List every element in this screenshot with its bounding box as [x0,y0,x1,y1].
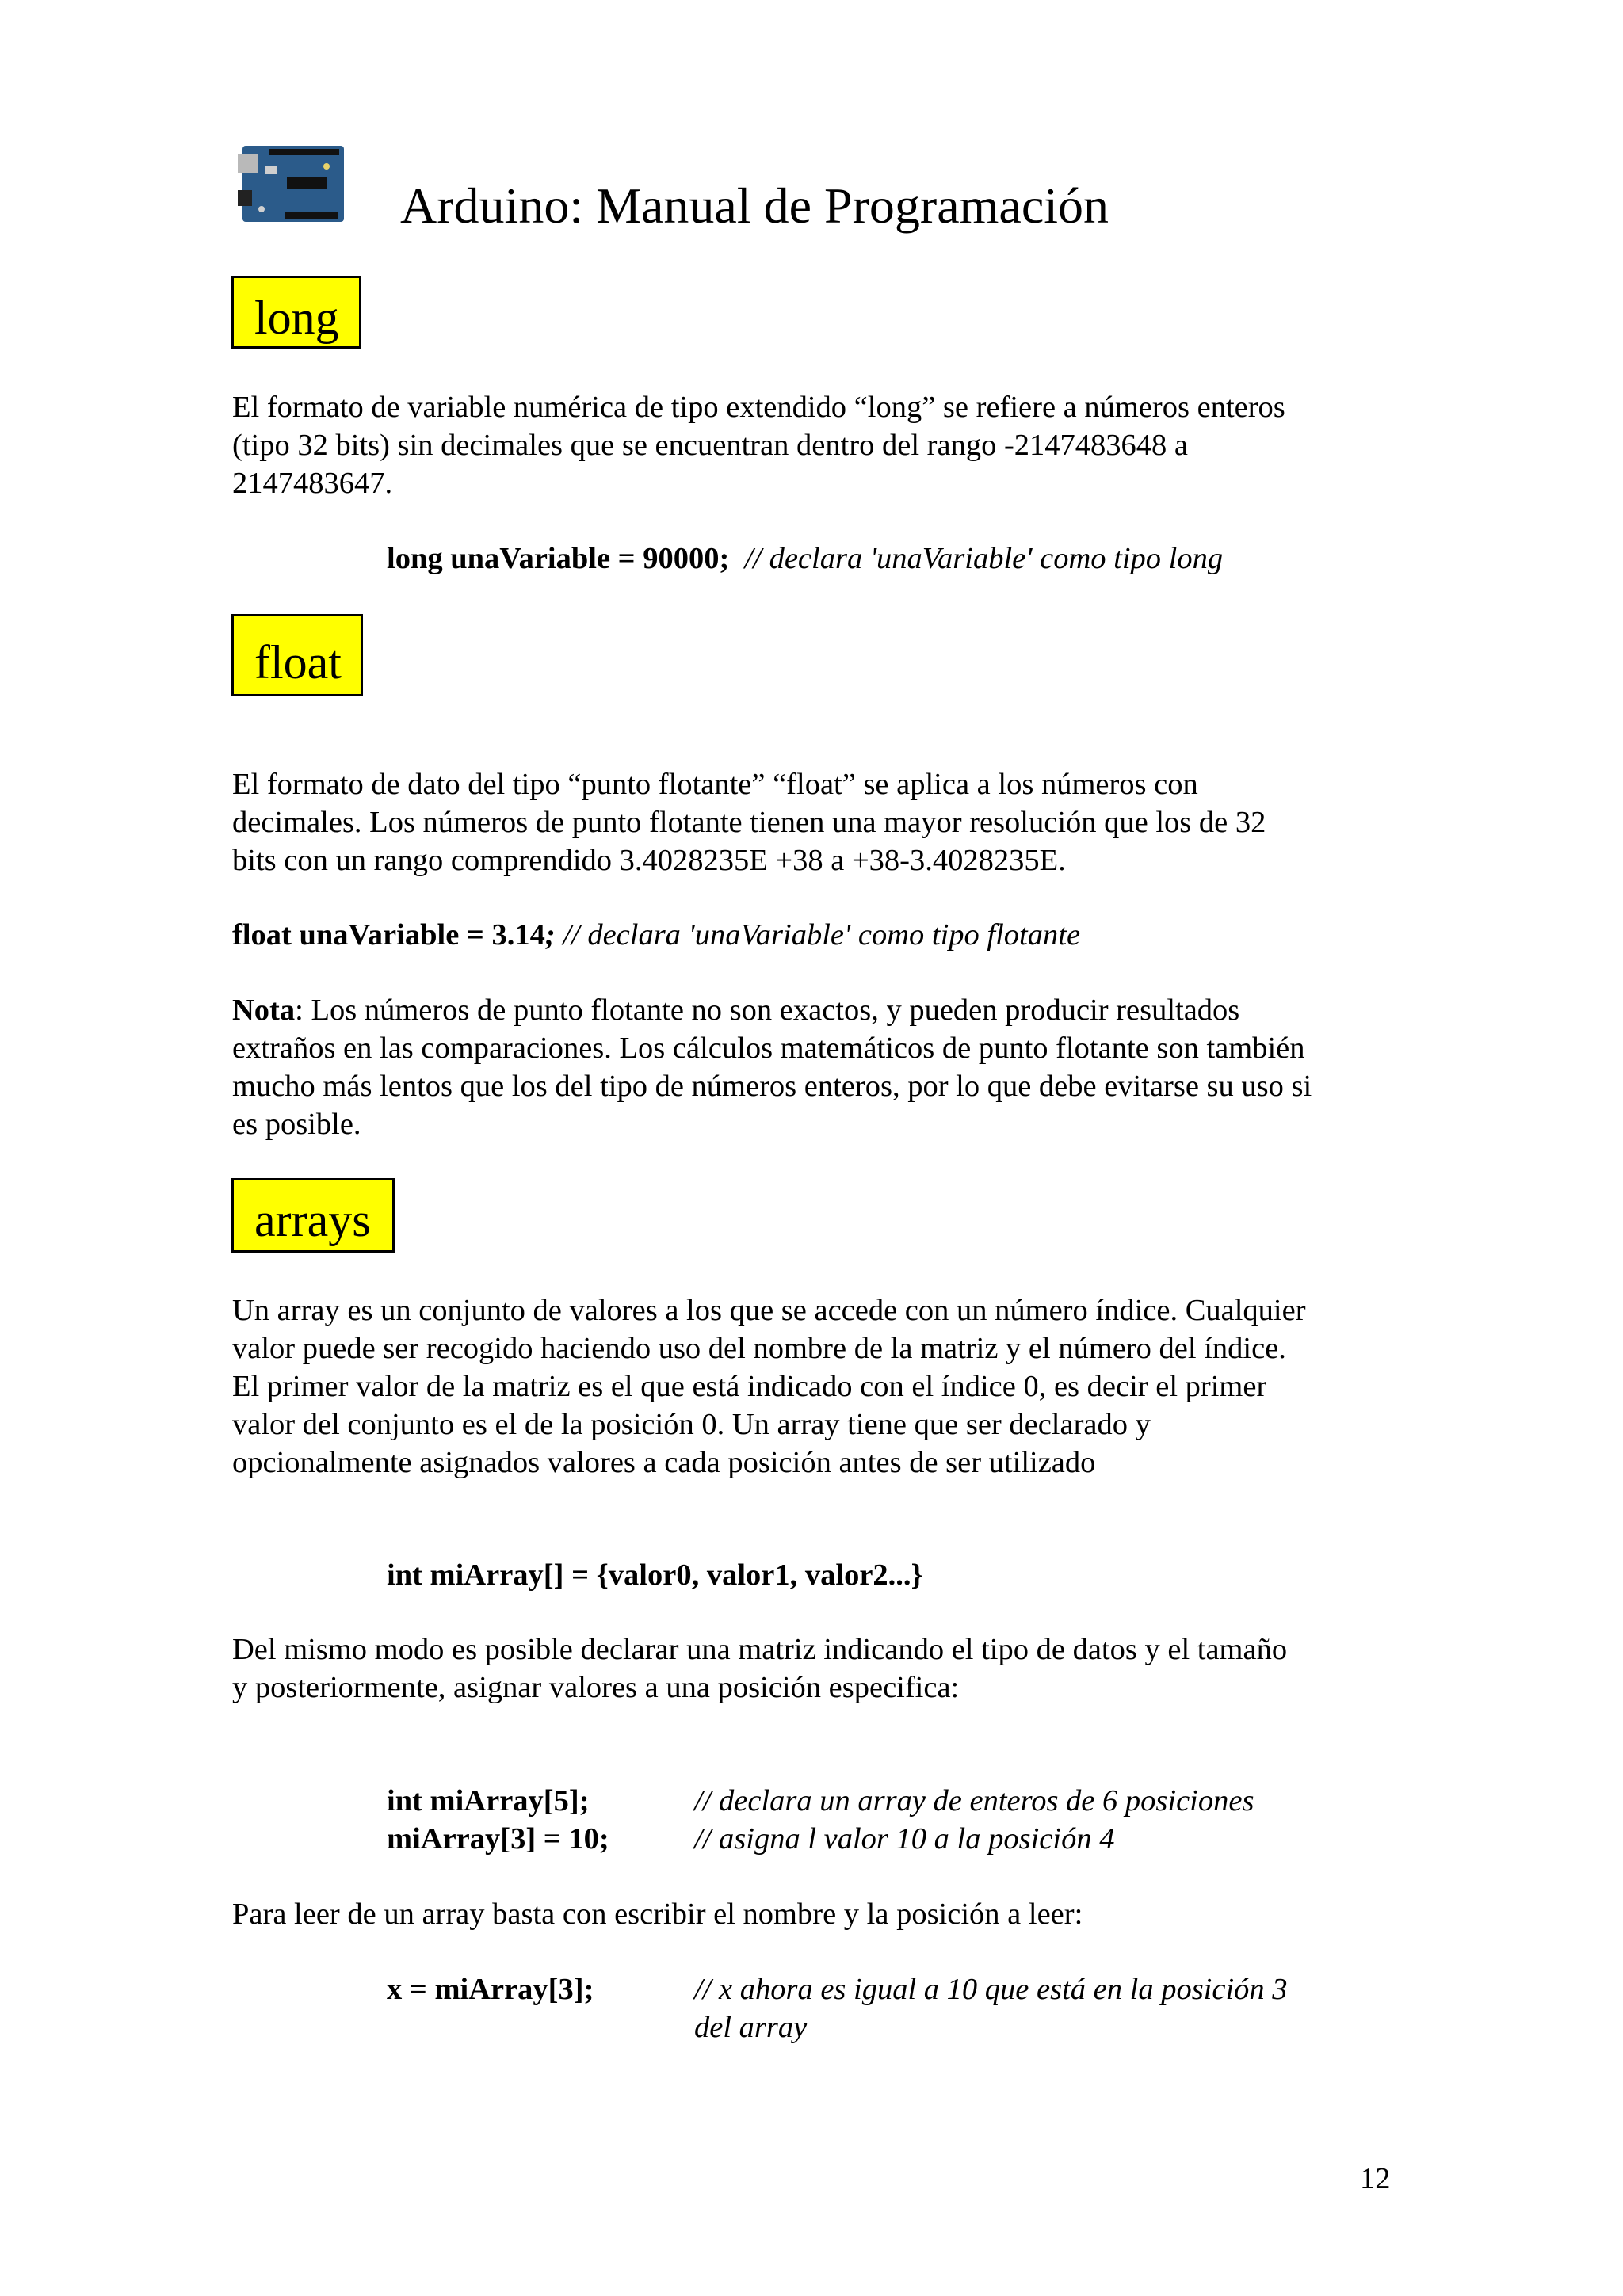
arrays-code-size-comment: // declara un array de enteros de 6 posiciones [694,1784,1254,1817]
long-description: El formato de variable numérica de tipo extendido “long” se refiere a números enteros (tipo 32 bits) sin decimales que se encuentran dentro del rango -2147483648 a 2147483647. [232,391,1285,500]
page-title: Arduino: Manual de Programación [400,177,1109,234]
arrays-code-read-comment: // x ahora es igual a 10 que está en la posición 3 del array [694,1973,1288,2044]
arduino-board-icon [238,143,349,225]
float-note: Nota: Los números de punto flotante no son exactos, y pueden producir resultados extraños en las comparaciones. Los cálculos matemáticos de punto flotante son también mucho más lentos que los del tipo de números enteros, por lo que debe evitarse su uso si es posible. [232,994,1312,1141]
page-number: 12 [1360,2162,1391,2195]
long-code-example: long unaVariable = 90000; // declara 'unaVariable' como tipo long [387,542,1224,575]
arrays-code-declare: int miArray[] = {valor0, valor1, valor2...} [387,1558,923,1592]
arrays-code-assign-stmt: miArray[3] = 10; [387,1822,609,1855]
float-description: El formato de dato del tipo “punto flotante” “float” se aplica a los números con decimales. Los números de punto flotante tienen una mayor resolución que los de 32 bits con un rango comprendido 3.4028235E +38 a +38-3.4028235E. [232,768,1266,877]
arrays-description-3: Para leer de un array basta con escribir el nombre y la posición a leer: [232,1897,1083,1931]
arrays-description: Un array es un conjunto de valores a los que se accede con un número índice. Cualquier valor puede ser recogido haciendo uso del nombre de la matriz y el número del índice. El primer valor de la matriz es el que está indicado con el índice 0, es decir el primer valor del conjunto es el de la posición 0. Un array tiene que ser declarado y opcionalmente asignados valores a cada posición antes de ser utilizado [232,1294,1306,1479]
arrays-description-2: Del mismo modo es posible declarar una matriz indicando el tipo de datos y el tamaño y posteriormente, asignar valores a una posición especifica: [232,1633,1288,1704]
arrays-code-assign-comment: // asigna l valor 10 a la posición 4 [694,1822,1115,1855]
arrays-code-read-stmt: x = miArray[3]; [387,1973,594,2006]
section-heading-float: float [231,614,363,696]
section-heading-long: long [231,276,361,349]
float-code-example: float unaVariable = 3.14; // declara 'unaVariable' como tipo flotante [232,918,1081,952]
arrays-code-size-stmt: int miArray[5]; [387,1784,590,1817]
section-heading-arrays: arrays [231,1178,395,1253]
